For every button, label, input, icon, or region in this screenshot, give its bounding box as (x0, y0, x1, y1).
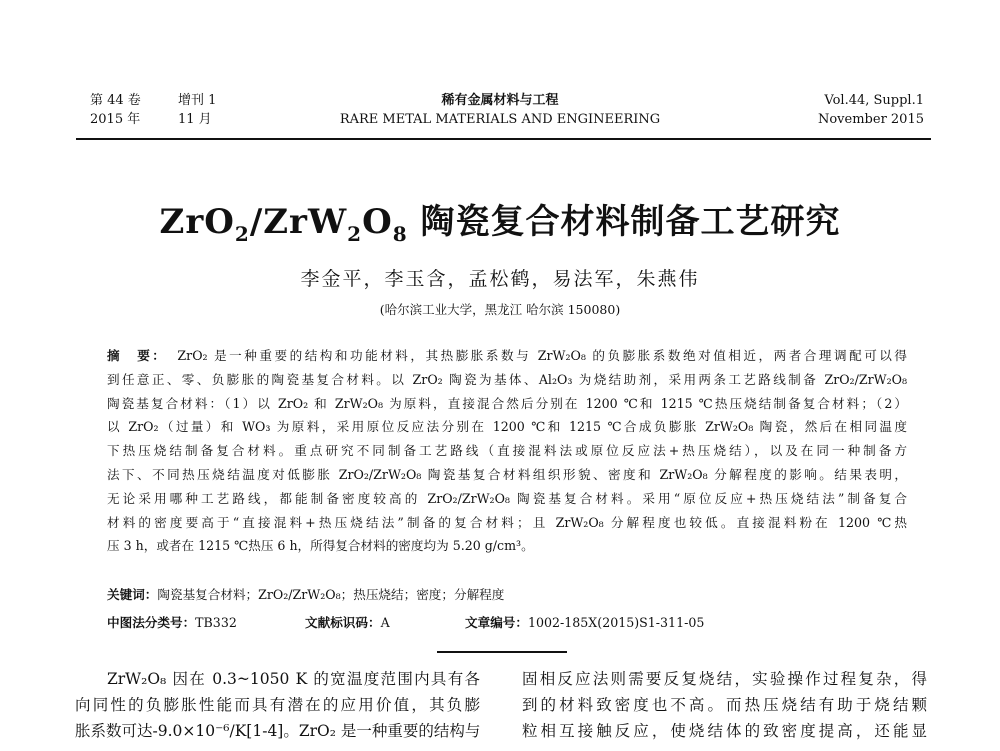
header-year-cn: 2015 年 (90, 112, 141, 127)
abstract-line: 压 3 h，或者在 1215 ℃热压 6 h，所得复合材料的密度均为 5.20 g/cm³。 (107, 538, 534, 554)
author-list: 李金平，李玉含，孟松鹤，易法军，朱燕伟 (300, 268, 700, 290)
clc-value: TB332 (195, 615, 237, 630)
abstract-line: 法下、不同热压烧结温度对低膨胀 ZrO₂/ZrW₂O₈ 陶瓷基复合材料组织形貌、密度和 ZrW₂O₈ 分解程度的影响。结果表明， (107, 466, 907, 482)
header-volume-en: Vol.44, Suppl.1 (824, 93, 924, 108)
article-number (465, 612, 704, 631)
abstract (107, 344, 907, 558)
header-journal-en: RARE METAL MATERIALS AND ENGINEERING (339, 112, 661, 127)
abstract-line: 以 ZrO₂（过量）和 WO₃ 为原料，采用原位反应法分别在 1200 ℃和 1215 ℃合成负膨胀 ZrW₂O₈ 陶瓷，然后在相同温度 (107, 419, 907, 435)
body-line: 固相反应法则需要反复烧结，实验操作过程复杂，得 (522, 670, 927, 688)
title-sub-a: 2 (234, 221, 250, 246)
art-label: 文章编号： (465, 615, 528, 630)
art-value: 1002-185X(2015)S1-311-05 (527, 615, 705, 630)
title-part-b: /ZrW (249, 202, 348, 242)
body-line: 粒相互接触反应，使烧结体的致密度提高，还能显 (522, 722, 927, 740)
abstract-line (107, 344, 907, 368)
header-vol-date-en (818, 91, 924, 129)
keywords-label: 关键词： (107, 587, 158, 602)
abstract-line: 无论采用哪种工艺路线，都能制备密度较高的 ZrO₂/ZrW₂O₈ 陶瓷基复合材料。采用“原位反应+热压烧结法”制备复合 (107, 490, 907, 506)
abstract-text: ZrO₂ 是一种重要的结构和功能材料，其热膨胀系数与 ZrW₂O₈ 的负膨胀系数绝对值相近，两者合理调配可以得 (177, 348, 908, 363)
abstract-line: 到任意正、零、负膨胀的陶瓷基复合材料。以 ZrO₂ 陶瓷为基体、Al₂O₃ 为烧结助剂，采用两条工艺路线制备 ZrO₂/ZrW₂O₈ (107, 371, 907, 387)
header-suppl-cn: 增刊 1 (178, 93, 217, 108)
doc-code (305, 612, 465, 631)
affiliation: (哈尔滨工业大学，黑龙江 哈尔滨 150080) (379, 302, 621, 317)
header-journal-cn: 稀有金属材料与工程 (441, 93, 559, 108)
header-rule (76, 138, 931, 140)
doc-value: A (380, 615, 390, 630)
body-column-left (75, 666, 480, 744)
header-date-en: November 2015 (817, 112, 924, 127)
title-sub-b: 2 (347, 221, 363, 246)
classification (107, 612, 907, 631)
clc-label: 中图法分类号： (107, 615, 196, 630)
body-line: 到的材料致密度也不高。而热压烧结有助于烧结颗 (522, 696, 927, 714)
clc-number (107, 612, 305, 631)
section-rule (437, 651, 567, 653)
abstract-line: 下热压烧结制备复合材料。重点研究不同制备工艺路线（直接混料法或原位反应法+热压烧结），以及在同一种制备方 (107, 443, 907, 459)
paper-title (0, 194, 1000, 246)
title-part-a: ZrO (159, 202, 235, 242)
title-part-c: O (362, 202, 393, 242)
title-sub-c: 8 (392, 221, 408, 246)
header-volume-cn: 第 44 卷 (90, 93, 141, 108)
body-line: 向同性的负膨胀性能而具有潜在的应用价值，其负膨 (75, 696, 480, 714)
header-month-cn: 11 月 (178, 112, 212, 127)
abstract-line: 材料的密度要高于“直接混料+热压烧结法”制备的复合材料；且 ZrW₂O₈ 分解程度也较低。直接混料粉在 1200 ℃热 (107, 514, 907, 530)
body-line: 胀系数可达-9.0×10⁻⁶/K[1-4]。ZrO₂ 是一种重要的结构与 (75, 722, 481, 740)
abstract-line: 陶瓷基复合材料：（1）以 ZrO₂ 和 ZrW₂O₈ 为原料，直接混合然后分别在 1200 ℃和 1215 ℃热压烧结制备复合材料；（2） (107, 395, 907, 411)
abstract-label: 摘 要： (107, 348, 168, 363)
keywords-text: 陶瓷基复合材料；ZrO₂/ZrW₂O₈；热压烧结；密度；分解程度 (157, 587, 505, 602)
keywords (107, 584, 504, 603)
body-column-right (522, 666, 927, 744)
body-line: ZrW₂O₈ 因在 0.3~1050 K 的宽温度范围内具有各 (107, 670, 480, 688)
title-part-d: 陶瓷复合材料制备工艺研究 (407, 202, 841, 242)
doc-label: 文献标识码： (305, 615, 381, 630)
